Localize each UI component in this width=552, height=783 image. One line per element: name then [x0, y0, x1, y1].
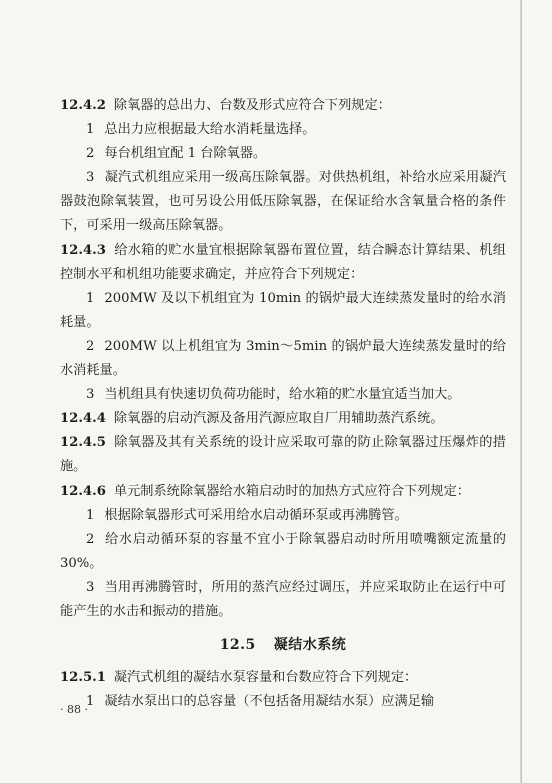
section-heading: [60, 633, 506, 657]
item-text: 当用再沸腾管时，所用的蒸汽应经过调压，并应采取防止在运行中可能产生的水击和振动的措施。: [60, 579, 506, 619]
item-number: 1: [86, 290, 95, 306]
item-text: 200MW 及以下机组宜为 10min 的锅炉最大连续蒸发量时的给水消耗量。: [60, 290, 506, 330]
list-item: [60, 287, 506, 335]
clause-12-4-2: [60, 94, 506, 118]
list-item: [60, 690, 506, 714]
item-text: 凝汽式机组应采用一级高压除氧器。对供热机组，补给水应采用凝汽器鼓泡除氧装置，也可另设公用低压除氧器，在保证给水含氧量合格的条件下，可采用一级高压除氧器。: [60, 170, 506, 234]
list-item: [60, 528, 506, 576]
clause-text: 除氧器及其有关系统的设计应采取可靠的防止除氧器过压爆炸的措施。: [60, 435, 506, 475]
clause-text: 除氧器的总出力、台数及形式应符合下列规定：: [113, 98, 391, 113]
clause-number: 12.4.3: [60, 242, 106, 258]
item-number: 1: [86, 507, 95, 523]
clause-number: 12.4.5: [60, 435, 106, 451]
list-item: [60, 576, 506, 624]
item-number: 1: [86, 122, 95, 138]
list-item: [60, 166, 506, 238]
item-text: 凝结水泵出口的总容量（不包括备用凝结水泵）应满足输: [104, 694, 435, 710]
page-spine-shadow: [520, 0, 522, 783]
item-number: 2: [86, 338, 95, 354]
clause-number: 12.4.2: [60, 98, 106, 113]
item-number: 2: [86, 146, 95, 162]
clause-text: 单元制系统除氧器给水箱启动时的加热方式应符合下列规定：: [113, 483, 470, 499]
clause-12-4-5: [60, 431, 506, 479]
list-item: [60, 504, 506, 528]
item-text: 当机组具有快速切负荷功能时，给水箱的贮水量宜适当加大。: [104, 387, 461, 403]
clause-12-4-3: [60, 239, 506, 287]
item-number: 3: [86, 170, 95, 186]
item-number: 3: [86, 579, 95, 595]
clause-12-4-4: [60, 407, 506, 431]
item-number: 2: [86, 531, 95, 547]
item-number: 3: [86, 387, 95, 403]
list-item: [60, 383, 506, 407]
list-item: [60, 118, 506, 142]
item-text: 200MW 以上机组宜为 3min～5min 的锅炉最大连续蒸发量时的给水消耗量。: [60, 338, 506, 379]
item-text: 根据除氧器形式可采用给水启动循环泵或再沸腾管。: [104, 507, 408, 523]
clause-text: 给水箱的贮水量宜根据除氧器布置位置，结合瞬态计算结果、机组控制水平和机组功能要求确定，并应符合下列规定：: [60, 242, 506, 282]
list-item: [60, 335, 506, 383]
clause-text: 除氧器的启动汽源及备用汽源应取自厂用辅助蒸汽系统。: [113, 411, 444, 427]
clause-number: 12.4.6: [60, 483, 106, 499]
page-number: · 88 ·: [60, 703, 88, 716]
clause-number: 12.4.4: [60, 411, 106, 427]
clause-12-4-6: [60, 480, 506, 504]
list-item: [60, 142, 506, 166]
section-title: 凝结水系统: [273, 637, 347, 654]
clause-12-5-1: [60, 666, 506, 690]
item-text: 给水启动循环泵的容量不宜小于除氧器启动时所用喷嘴额定流量的 30%。: [60, 531, 506, 571]
clause-text: 凝汽式机组的凝结水泵容量和台数应符合下列规定：: [113, 670, 418, 686]
section-number: 12.5: [219, 637, 256, 654]
clause-number: 12.5.1: [60, 670, 106, 686]
item-text: 每台机组宜配 1 台除氧器。: [104, 146, 267, 162]
item-number: 1: [86, 694, 95, 710]
document-body: [60, 94, 506, 714]
item-text: 总出力应根据最大给水消耗量选择。: [104, 122, 316, 138]
